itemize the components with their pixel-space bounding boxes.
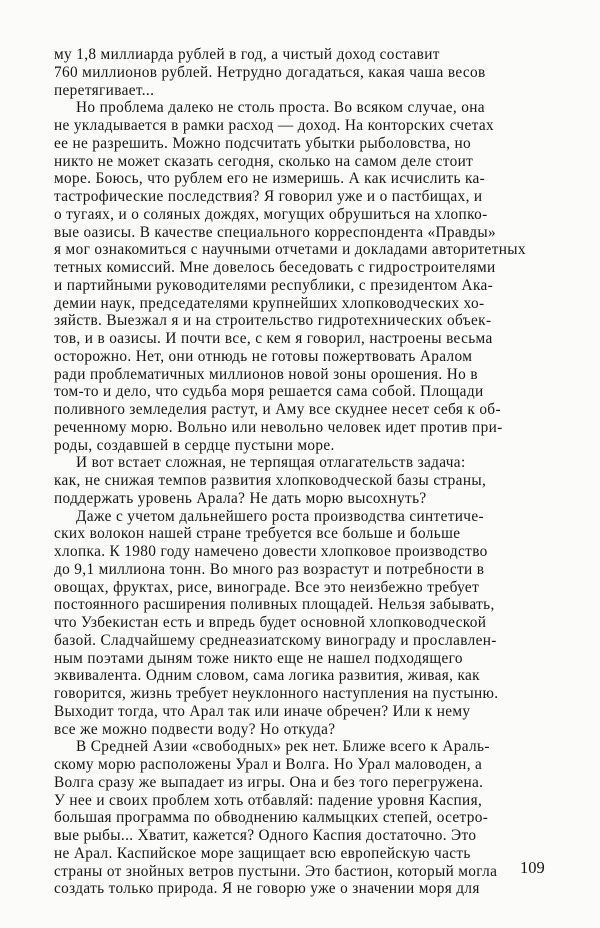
- text-line: реченному морю. Вольно или невольно человек идет против при-: [54, 418, 503, 436]
- text-line: скому морю расположены Урал и Волга. Но Урал маловоден, а: [54, 756, 483, 773]
- text-line: не Арал. Каспийское море защищает всю европейскую часть: [54, 844, 471, 862]
- text-line: о тугаях, и о соляных дождях, могущих обрушиться на хлопко-: [54, 205, 488, 223]
- text-line: хлопка. К 1980 году намечено довести хлопковое производство: [54, 543, 488, 560]
- text-line: никто не может сказать сегодня, сколько на самом деле стоит: [54, 152, 474, 170]
- text-line: говорится, жизнь требует неуклонного наступления на пустыню.: [54, 685, 499, 702]
- text-line: том-то и дело, что судьба моря решается сама собой. Площади: [54, 383, 484, 401]
- paragraph: [54, 738, 555, 898]
- text-line: тетных комиссий. Мне довелось беседовать с гидростроителями: [54, 259, 496, 276]
- paragraph: [54, 99, 555, 454]
- paragraph: [54, 46, 555, 99]
- text-line: как, не снижая темпов развития хлопководческой базы страны,: [54, 472, 487, 489]
- text-line: море. Боюсь, что рублем его не измеришь. А как исчислить ка-: [54, 170, 486, 188]
- text-line: Выходит тогда, что Арал так или иначе обречен? Или к нему: [54, 702, 471, 720]
- text-line: до 9,1 миллиона тонн. Во много раз возрастут и потребности в: [54, 560, 485, 578]
- text-line: 760 миллионов рублей. Нетрудно догадаться, какая чаша весов: [54, 63, 486, 81]
- text-line: вые оазисы. В качестве специального корреспондента «Правды»: [54, 223, 497, 241]
- text-line: поливного земледелия растут, и Аму все скуднее несет себя к об-: [54, 401, 501, 418]
- text-line: страны от знойных ветров пустыни. Это бастион, который могла: [54, 862, 498, 880]
- text-line: и партийными руководителями республики, с президентом Ака-: [54, 276, 494, 294]
- text-line: Но проблема далеко не столь проста. Во всяком случае, она: [76, 99, 485, 117]
- text-line: овощах, фруктах, рисе, винограде. Все это неизбежно требует: [54, 578, 480, 596]
- text-line: ских волокон нашей стране требуется все больше и больше: [54, 525, 461, 543]
- page-number: 109: [520, 858, 545, 877]
- text-line: му 1,8 миллиарда рублей в год, а чистый доход составит: [54, 46, 440, 63]
- text-line: тастрофические последствия? Я говорил уже и о пастбищах, и: [54, 188, 483, 205]
- text-line: зяйств. Выезжал я и на строительство гидротехнических объек-: [54, 312, 492, 330]
- text-line: перетягивает...: [54, 81, 155, 99]
- text-line: У нее и своих проблем хоть отбавляй: падение уровня Каспия,: [54, 791, 483, 809]
- text-line: ее не разрешить. Можно подсчитать убытки рыболовства, но: [54, 134, 471, 152]
- paragraph: [54, 454, 555, 507]
- text-line: я мог ознакомиться с научными отчетами и докладами авторитетных: [54, 241, 526, 259]
- text-line: базой. Сладчайшему среднеазиатскому винограду и прославлен-: [54, 631, 497, 649]
- text-line: что Узбекистан есть и впредь будет основной хлопководческой: [54, 614, 487, 631]
- text-line: осторожно. Нет, они отнюдь не готовы пожертвовать Аралом: [54, 347, 473, 365]
- text-line: не укладывается в рамки расход — доход. На конторских счетах: [54, 117, 494, 134]
- text-line: В Средней Азии «свободных» рек нет. Ближе всего к Араль-: [76, 738, 490, 756]
- text-line: создать только природа. Я не говорю уже о значении моря для: [54, 880, 480, 898]
- text-line: И вот встает сложная, не терпящая отлагательств задача:: [76, 454, 466, 472]
- text-line: Даже с учетом дальнейшего роста производства синтетиче-: [76, 507, 484, 525]
- text-line: вые рыбы... Хватит, кажется? Одного Каспия достаточно. Это: [54, 827, 477, 844]
- text-line: демии наук, председателями крупнейших хлопководческих хо-: [54, 294, 485, 312]
- text-line: все же можно подвести воду? Но откуда?: [54, 720, 336, 738]
- text-line: тов, и в оазисы. И почти все, с кем я говорил, настроены весьма: [54, 330, 493, 347]
- text-line: эквивалента. Одним словом, сама логика развития, живая, как: [54, 667, 480, 685]
- text-line: ным поэтами дыням тоже никто еще не нашел подходящего: [54, 649, 463, 667]
- text-line: постоянного расширения поливных площадей. Нельзя забывать,: [54, 596, 495, 614]
- text-line: поддержать уровень Арала? Не дать морю высохнуть?: [54, 489, 427, 507]
- paragraph: [54, 508, 555, 739]
- text-line: роды, создавшей в сердце пустыни море.: [54, 436, 335, 454]
- text-line: большая программа по обводнению калмыцких степей, осетро-: [54, 809, 489, 827]
- text-line: ради проблематичных миллионов новой зоны орошения. Но в: [54, 365, 478, 383]
- text-line: Волга сразу же выпадает из игры. Она и без того перегружена.: [54, 773, 484, 791]
- body-text: [54, 46, 555, 898]
